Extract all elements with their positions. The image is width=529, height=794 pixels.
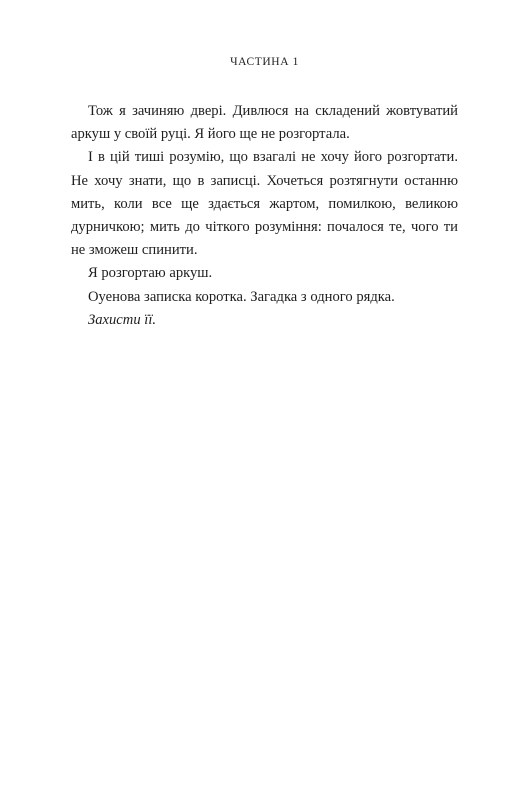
paragraph-1: Тож я зачиняю двері. Дивлюся на складений жовтуватий аркуш у своїй руці. Я його ще не розгортала. (71, 103, 458, 143)
body-text (71, 100, 458, 332)
running-head: ЧАСТИНА 1 (230, 56, 299, 68)
paragraph-3: Я розгортаю аркуш. (88, 265, 213, 282)
paragraph-5-italic: Захисти її. (88, 311, 157, 328)
paragraph-2: І в цій тиші розумію, що взагалі не хочу його розгортати. Не хочу знати, що в записці. Хочеться розтягнути останню мить, коли все ще здається жартом, помилкою, великою дурничкою; мить до чіткого розуміння: почалося те, чого ти не зможеш спинити. (71, 149, 458, 259)
paragraph-4: Оуенова записка коротка. Загадка з одного рядка. (88, 288, 395, 305)
